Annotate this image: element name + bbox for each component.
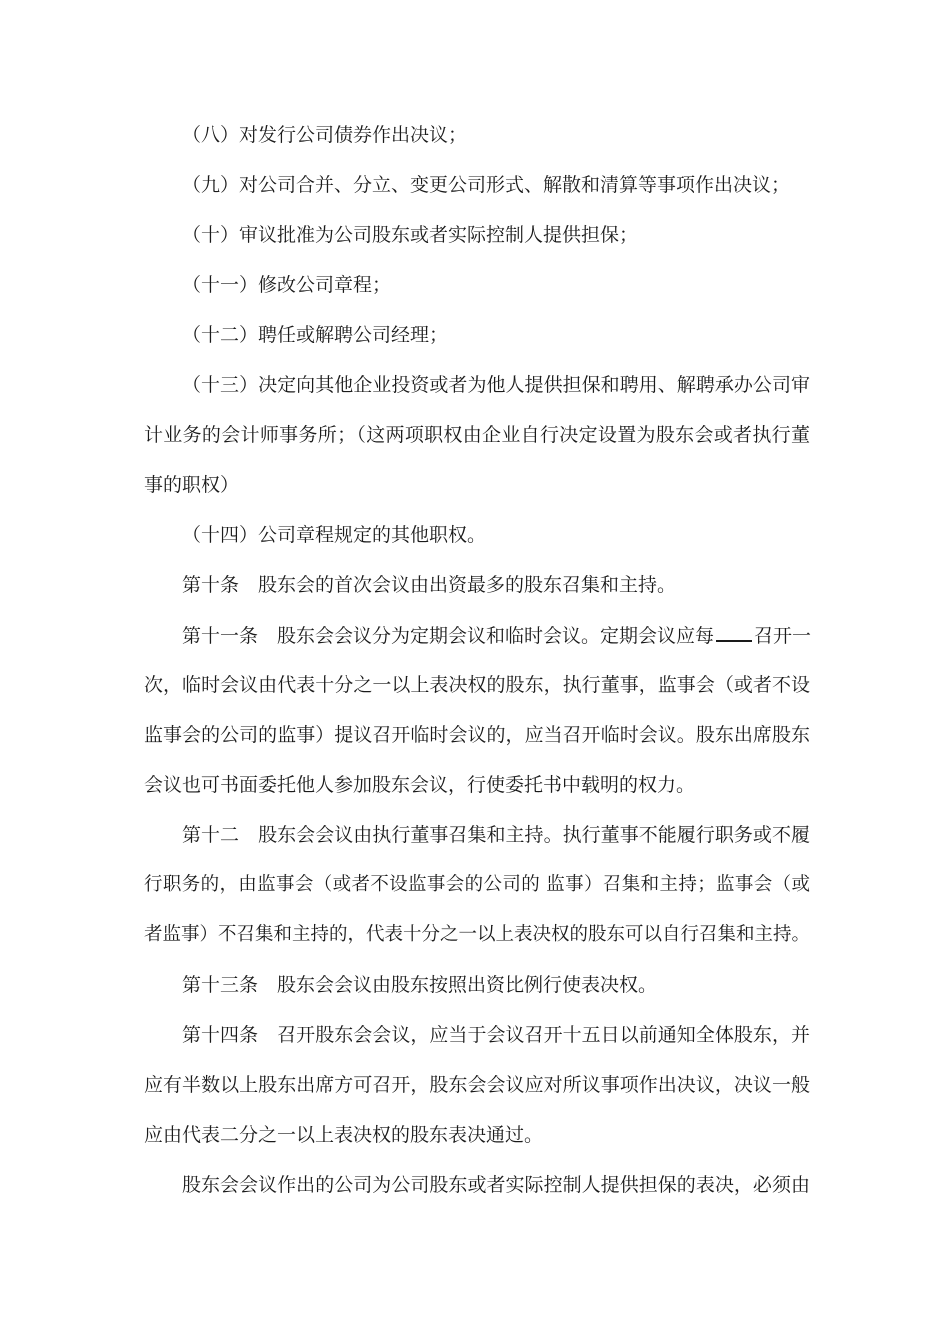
guarantee-paragraph-line-1: 股东会会议作出的公司为公司股东或者实际控制人提供担保的表决，必须由: [182, 1174, 810, 1196]
clause-13-line-1: （十三）决定向其他企业投资或者为他人提供担保和聘用、解聘承办公司审: [182, 374, 810, 396]
clause-12: （十二）聘任或解聘公司经理；: [182, 324, 449, 346]
clause-9: （九）对公司合并、分立、变更公司形式、解散和清算等事项作出决议；: [182, 174, 791, 196]
clause-10: （十）审议批准为公司股东或者实际控制人提供担保；: [182, 224, 639, 246]
fill-in-blank: [716, 622, 752, 642]
article-13: 第十三条 股东会会议由股东按照出资比例行使表决权。: [182, 974, 658, 996]
clause-8: （八）对发行公司债券作出决议；: [182, 124, 468, 146]
article-14-line-3: 应由代表二分之一以上表决权的股东表决通过。: [144, 1124, 544, 1146]
clause-13-line-2: 计业务的会计师事务所；（这两项职权由企业自行决定设置为股东会或者执行董: [144, 424, 810, 446]
article-11-line-3: 监事会的公司的监事）提议召开临时会议的，应当召开临时会议。股东出席股东: [144, 724, 810, 746]
article-12-line-1: 第十二 股东会会议由执行董事召集和主持。执行董事不能履行职务或不履: [182, 824, 810, 846]
article-11-line-1: [182, 622, 810, 648]
clause-11: （十一）修改公司章程；: [182, 274, 392, 296]
clause-13-line-3: 事的职权）: [144, 474, 240, 496]
clause-14: （十四）公司章程规定的其他职权。: [182, 524, 487, 546]
article-12-line-2: 行职务的，由监事会（或者不设监事会的公司的 监事）召集和主持；监事会（或: [144, 874, 810, 895]
article-10: 第十条 股东会的首次会议由出资最多的股东召集和主持。: [182, 574, 677, 596]
article-12-line-3: 者监事）不召集和主持的，代表十分之一以上表决权的股东可以自行召集和主持。: [144, 924, 811, 945]
article-14-line-1: 第十四条 召开股东会会议，应当于会议召开十五日以前通知全体股东，并: [182, 1024, 810, 1046]
article-11-text-a: 第十一条 股东会会议分为定期会议和临时会议。定期会议应每: [182, 625, 715, 647]
article-11-line-2: 次，临时会议由代表十分之一以上表决权的股东，执行董事，监事会（或者不设: [144, 674, 810, 696]
article-11-text-b: 召开一: [754, 625, 812, 647]
article-11-line-4: 会议也可书面委托他人参加股东会议，行使委托书中载明的权力。: [144, 774, 696, 796]
article-14-line-2: 应有半数以上股东出席方可召开，股东会会议应对所议事项作出决议，决议一般: [144, 1074, 810, 1096]
